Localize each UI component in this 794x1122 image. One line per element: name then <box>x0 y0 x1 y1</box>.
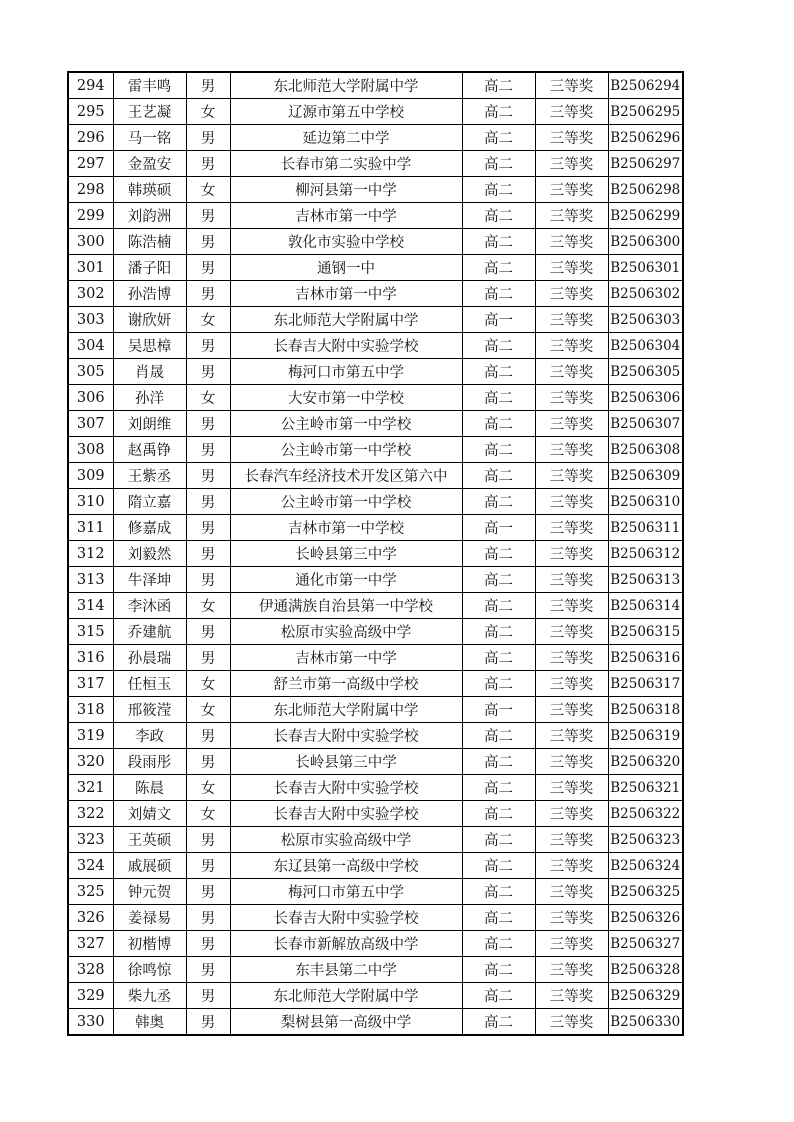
gender-cell: 男 <box>186 255 230 281</box>
school-cell: 梅河口市第五中学 <box>230 879 462 905</box>
certificate-number-cell: B2506323 <box>608 827 683 853</box>
school-cell: 舒兰市第一高级中学校 <box>230 671 462 697</box>
grade-cell: 高二 <box>462 229 535 255</box>
grade-cell: 高二 <box>462 567 535 593</box>
certificate-number-cell: B2506306 <box>608 385 683 411</box>
school-cell: 伊通满族自治县第一中学校 <box>230 593 462 619</box>
award-level-cell: 三等奖 <box>535 697 608 723</box>
award-level-cell: 三等奖 <box>535 203 608 229</box>
certificate-number-cell: B2506297 <box>608 151 683 177</box>
certificate-number-cell: B2506311 <box>608 515 683 541</box>
certificate-number-cell: B2506327 <box>608 931 683 957</box>
certificate-number-cell: B2506299 <box>608 203 683 229</box>
school-cell: 吉林市第一中学 <box>230 645 462 671</box>
grade-cell: 高二 <box>462 905 535 931</box>
grade-cell: 高二 <box>462 827 535 853</box>
certificate-number-cell: B2506308 <box>608 437 683 463</box>
row-number-cell: 301 <box>68 255 113 281</box>
student-name-cell: 肖晟 <box>113 359 186 385</box>
student-name-cell: 钟元贺 <box>113 879 186 905</box>
student-name-cell: 潘子阳 <box>113 255 186 281</box>
grade-cell: 高二 <box>462 749 535 775</box>
student-name-cell: 赵禹铮 <box>113 437 186 463</box>
row-number-cell: 295 <box>68 99 113 125</box>
award-level-cell: 三等奖 <box>535 957 608 983</box>
gender-cell: 男 <box>186 411 230 437</box>
table-row <box>68 567 683 593</box>
award-level-cell: 三等奖 <box>535 723 608 749</box>
gender-cell: 男 <box>186 151 230 177</box>
table-row <box>68 411 683 437</box>
table-row <box>68 853 683 879</box>
gender-cell: 男 <box>186 489 230 515</box>
certificate-number-cell: B2506298 <box>608 177 683 203</box>
student-name-cell: 马一铭 <box>113 125 186 151</box>
student-name-cell: 陈晨 <box>113 775 186 801</box>
school-cell: 东北师范大学附属中学 <box>230 307 462 333</box>
row-number-cell: 320 <box>68 749 113 775</box>
grade-cell: 高二 <box>462 333 535 359</box>
school-cell: 长春吉大附中实验学校 <box>230 801 462 827</box>
row-number-cell: 317 <box>68 671 113 697</box>
grade-cell: 高二 <box>462 723 535 749</box>
certificate-number-cell: B2506314 <box>608 593 683 619</box>
row-number-cell: 327 <box>68 931 113 957</box>
school-cell: 长岭县第三中学 <box>230 749 462 775</box>
school-cell: 长春市第二实验中学 <box>230 151 462 177</box>
gender-cell: 女 <box>186 593 230 619</box>
gender-cell: 女 <box>186 671 230 697</box>
row-number-cell: 324 <box>68 853 113 879</box>
gender-cell: 男 <box>186 619 230 645</box>
student-name-cell: 谢欣妍 <box>113 307 186 333</box>
row-number-cell: 311 <box>68 515 113 541</box>
grade-cell: 高二 <box>462 489 535 515</box>
gender-cell: 男 <box>186 541 230 567</box>
school-cell: 吉林市第一中学 <box>230 203 462 229</box>
row-number-cell: 326 <box>68 905 113 931</box>
award-level-cell: 三等奖 <box>535 879 608 905</box>
certificate-number-cell: B2506325 <box>608 879 683 905</box>
school-cell: 东北师范大学附属中学 <box>230 72 462 99</box>
school-cell: 东辽县第一高级中学校 <box>230 853 462 879</box>
student-name-cell: 金盈安 <box>113 151 186 177</box>
award-level-cell: 三等奖 <box>535 619 608 645</box>
table-row <box>68 125 683 151</box>
grade-cell: 高一 <box>462 307 535 333</box>
student-name-cell: 乔建航 <box>113 619 186 645</box>
certificate-number-cell: B2506305 <box>608 359 683 385</box>
student-name-cell: 王英硕 <box>113 827 186 853</box>
student-name-cell: 初楷博 <box>113 931 186 957</box>
certificate-number-cell: B2506317 <box>608 671 683 697</box>
certificate-number-cell: B2506294 <box>608 72 683 99</box>
gender-cell: 男 <box>186 879 230 905</box>
school-cell: 敦化市实验中学校 <box>230 229 462 255</box>
gender-cell: 男 <box>186 827 230 853</box>
row-number-cell: 315 <box>68 619 113 645</box>
award-level-cell: 三等奖 <box>535 125 608 151</box>
row-number-cell: 322 <box>68 801 113 827</box>
table-row <box>68 541 683 567</box>
gender-cell: 男 <box>186 567 230 593</box>
gender-cell: 男 <box>186 333 230 359</box>
award-level-cell: 三等奖 <box>535 411 608 437</box>
grade-cell: 高二 <box>462 463 535 489</box>
student-name-cell: 孙晨瑞 <box>113 645 186 671</box>
gender-cell: 男 <box>186 1009 230 1036</box>
school-cell: 长春吉大附中实验学校 <box>230 723 462 749</box>
award-level-cell: 三等奖 <box>535 385 608 411</box>
certificate-number-cell: B2506328 <box>608 957 683 983</box>
award-level-cell: 三等奖 <box>535 307 608 333</box>
certificate-number-cell: B2506295 <box>608 99 683 125</box>
certificate-number-cell: B2506329 <box>608 983 683 1009</box>
student-name-cell: 柴九丞 <box>113 983 186 1009</box>
row-number-cell: 309 <box>68 463 113 489</box>
grade-cell: 高二 <box>462 281 535 307</box>
school-cell: 梅河口市第五中学 <box>230 359 462 385</box>
award-level-cell: 三等奖 <box>535 801 608 827</box>
grade-cell: 高二 <box>462 593 535 619</box>
school-cell: 公主岭市第一中学校 <box>230 411 462 437</box>
student-name-cell: 刘毅然 <box>113 541 186 567</box>
certificate-number-cell: B2506303 <box>608 307 683 333</box>
row-number-cell: 323 <box>68 827 113 853</box>
gender-cell: 男 <box>186 229 230 255</box>
school-cell: 松原市实验高级中学 <box>230 827 462 853</box>
school-cell: 长春市新解放高级中学 <box>230 931 462 957</box>
table-row <box>68 489 683 515</box>
award-level-cell: 三等奖 <box>535 671 608 697</box>
table-row <box>68 281 683 307</box>
table-row <box>68 385 683 411</box>
school-cell: 大安市第一中学校 <box>230 385 462 411</box>
table-row <box>68 1009 683 1036</box>
table-row <box>68 905 683 931</box>
row-number-cell: 312 <box>68 541 113 567</box>
row-number-cell: 328 <box>68 957 113 983</box>
award-level-cell: 三等奖 <box>535 853 608 879</box>
gender-cell: 男 <box>186 931 230 957</box>
gender-cell: 男 <box>186 125 230 151</box>
grade-cell: 高二 <box>462 645 535 671</box>
award-level-cell: 三等奖 <box>535 489 608 515</box>
table-row <box>68 359 683 385</box>
row-number-cell: 307 <box>68 411 113 437</box>
school-cell: 长岭县第三中学 <box>230 541 462 567</box>
grade-cell: 高二 <box>462 255 535 281</box>
grade-cell: 高二 <box>462 671 535 697</box>
row-number-cell: 319 <box>68 723 113 749</box>
table-row <box>68 645 683 671</box>
certificate-number-cell: B2506320 <box>608 749 683 775</box>
certificate-number-cell: B2506330 <box>608 1009 683 1036</box>
student-name-cell: 刘婧文 <box>113 801 186 827</box>
award-level-cell: 三等奖 <box>535 437 608 463</box>
certificate-number-cell: B2506326 <box>608 905 683 931</box>
grade-cell: 高二 <box>462 151 535 177</box>
grade-cell: 高二 <box>462 72 535 99</box>
certificate-number-cell: B2506322 <box>608 801 683 827</box>
row-number-cell: 300 <box>68 229 113 255</box>
school-cell: 东丰县第二中学 <box>230 957 462 983</box>
school-cell: 长春吉大附中实验学校 <box>230 775 462 801</box>
student-name-cell: 韩瑛硕 <box>113 177 186 203</box>
award-level-cell: 三等奖 <box>535 255 608 281</box>
gender-cell: 女 <box>186 385 230 411</box>
table-row <box>68 671 683 697</box>
award-level-cell: 三等奖 <box>535 775 608 801</box>
certificate-number-cell: B2506300 <box>608 229 683 255</box>
awards-table-body <box>68 72 683 1035</box>
table-row <box>68 463 683 489</box>
gender-cell: 男 <box>186 515 230 541</box>
certificate-number-cell: B2506304 <box>608 333 683 359</box>
table-row <box>68 593 683 619</box>
grade-cell: 高二 <box>462 125 535 151</box>
grade-cell: 高二 <box>462 853 535 879</box>
grade-cell: 高二 <box>462 619 535 645</box>
grade-cell: 高二 <box>462 177 535 203</box>
row-number-cell: 321 <box>68 775 113 801</box>
gender-cell: 女 <box>186 99 230 125</box>
student-name-cell: 雷丰鸣 <box>113 72 186 99</box>
gender-cell: 男 <box>186 281 230 307</box>
school-cell: 梨树县第一高级中学 <box>230 1009 462 1036</box>
school-cell: 长春吉大附中实验学校 <box>230 905 462 931</box>
award-level-cell: 三等奖 <box>535 177 608 203</box>
certificate-number-cell: B2506301 <box>608 255 683 281</box>
gender-cell: 男 <box>186 463 230 489</box>
school-cell: 松原市实验高级中学 <box>230 619 462 645</box>
student-name-cell: 姜禄易 <box>113 905 186 931</box>
row-number-cell: 297 <box>68 151 113 177</box>
certificate-number-cell: B2506319 <box>608 723 683 749</box>
award-level-cell: 三等奖 <box>535 333 608 359</box>
grade-cell: 高二 <box>462 359 535 385</box>
certificate-number-cell: B2506324 <box>608 853 683 879</box>
award-level-cell: 三等奖 <box>535 645 608 671</box>
award-level-cell: 三等奖 <box>535 983 608 1009</box>
student-name-cell: 段雨彤 <box>113 749 186 775</box>
gender-cell: 男 <box>186 983 230 1009</box>
school-cell: 延边第二中学 <box>230 125 462 151</box>
student-name-cell: 李政 <box>113 723 186 749</box>
row-number-cell: 313 <box>68 567 113 593</box>
table-row <box>68 619 683 645</box>
student-name-cell: 王艺凝 <box>113 99 186 125</box>
school-cell: 长春吉大附中实验学校 <box>230 333 462 359</box>
table-row <box>68 255 683 281</box>
school-cell: 东北师范大学附属中学 <box>230 983 462 1009</box>
table-row <box>68 931 683 957</box>
grade-cell: 高二 <box>462 879 535 905</box>
grade-cell: 高二 <box>462 931 535 957</box>
grade-cell: 高二 <box>462 99 535 125</box>
grade-cell: 高二 <box>462 983 535 1009</box>
gender-cell: 男 <box>186 853 230 879</box>
school-cell: 长春汽车经济技术开发区第六中 <box>230 463 462 489</box>
student-name-cell: 吴思樟 <box>113 333 186 359</box>
certificate-number-cell: B2506310 <box>608 489 683 515</box>
awards-table <box>67 71 684 1036</box>
gender-cell: 女 <box>186 177 230 203</box>
certificate-number-cell: B2506312 <box>608 541 683 567</box>
row-number-cell: 303 <box>68 307 113 333</box>
gender-cell: 男 <box>186 957 230 983</box>
gender-cell: 女 <box>186 307 230 333</box>
student-name-cell: 戚展硕 <box>113 853 186 879</box>
student-name-cell: 徐鸣惊 <box>113 957 186 983</box>
certificate-number-cell: B2506315 <box>608 619 683 645</box>
student-name-cell: 隋立嘉 <box>113 489 186 515</box>
gender-cell: 女 <box>186 697 230 723</box>
row-number-cell: 294 <box>68 72 113 99</box>
school-cell: 公主岭市第一中学校 <box>230 437 462 463</box>
student-name-cell: 孙洋 <box>113 385 186 411</box>
table-row <box>68 151 683 177</box>
gender-cell: 男 <box>186 905 230 931</box>
school-cell: 吉林市第一中学校 <box>230 515 462 541</box>
certificate-number-cell: B2506309 <box>608 463 683 489</box>
award-level-cell: 三等奖 <box>535 1009 608 1036</box>
award-level-cell: 三等奖 <box>535 905 608 931</box>
grade-cell: 高二 <box>462 385 535 411</box>
row-number-cell: 310 <box>68 489 113 515</box>
table-row <box>68 72 683 99</box>
award-level-cell: 三等奖 <box>535 515 608 541</box>
gender-cell: 男 <box>186 359 230 385</box>
row-number-cell: 318 <box>68 697 113 723</box>
award-level-cell: 三等奖 <box>535 749 608 775</box>
table-row <box>68 983 683 1009</box>
certificate-number-cell: B2506321 <box>608 775 683 801</box>
school-cell: 东北师范大学附属中学 <box>230 697 462 723</box>
school-cell: 辽源市第五中学校 <box>230 99 462 125</box>
award-level-cell: 三等奖 <box>535 567 608 593</box>
award-level-cell: 三等奖 <box>535 72 608 99</box>
award-level-cell: 三等奖 <box>535 593 608 619</box>
row-number-cell: 308 <box>68 437 113 463</box>
award-level-cell: 三等奖 <box>535 827 608 853</box>
grade-cell: 高一 <box>462 515 535 541</box>
table-row <box>68 177 683 203</box>
row-number-cell: 305 <box>68 359 113 385</box>
row-number-cell: 330 <box>68 1009 113 1036</box>
student-name-cell: 修嘉成 <box>113 515 186 541</box>
table-row <box>68 827 683 853</box>
school-cell: 通钢一中 <box>230 255 462 281</box>
student-name-cell: 李沐函 <box>113 593 186 619</box>
table-row <box>68 229 683 255</box>
grade-cell: 高二 <box>462 775 535 801</box>
grade-cell: 高一 <box>462 697 535 723</box>
table-row <box>68 333 683 359</box>
certificate-number-cell: B2506307 <box>608 411 683 437</box>
award-level-cell: 三等奖 <box>535 281 608 307</box>
table-row <box>68 879 683 905</box>
table-row <box>68 203 683 229</box>
grade-cell: 高二 <box>462 801 535 827</box>
row-number-cell: 299 <box>68 203 113 229</box>
row-number-cell: 302 <box>68 281 113 307</box>
school-cell: 通化市第一中学 <box>230 567 462 593</box>
gender-cell: 男 <box>186 72 230 99</box>
table-row <box>68 749 683 775</box>
table-row <box>68 99 683 125</box>
gender-cell: 男 <box>186 437 230 463</box>
row-number-cell: 298 <box>68 177 113 203</box>
row-number-cell: 325 <box>68 879 113 905</box>
certificate-number-cell: B2506318 <box>608 697 683 723</box>
gender-cell: 男 <box>186 723 230 749</box>
student-name-cell: 王紫丞 <box>113 463 186 489</box>
grade-cell: 高二 <box>462 541 535 567</box>
grade-cell: 高二 <box>462 437 535 463</box>
row-number-cell: 316 <box>68 645 113 671</box>
student-name-cell: 刘韵洲 <box>113 203 186 229</box>
table-row <box>68 515 683 541</box>
grade-cell: 高二 <box>462 1009 535 1036</box>
gender-cell: 男 <box>186 645 230 671</box>
grade-cell: 高二 <box>462 957 535 983</box>
table-row <box>68 775 683 801</box>
award-level-cell: 三等奖 <box>535 359 608 385</box>
certificate-number-cell: B2506296 <box>608 125 683 151</box>
row-number-cell: 306 <box>68 385 113 411</box>
student-name-cell: 刘朗维 <box>113 411 186 437</box>
certificate-number-cell: B2506302 <box>608 281 683 307</box>
gender-cell: 女 <box>186 775 230 801</box>
table-row <box>68 307 683 333</box>
certificate-number-cell: B2506313 <box>608 567 683 593</box>
row-number-cell: 296 <box>68 125 113 151</box>
award-level-cell: 三等奖 <box>535 99 608 125</box>
award-level-cell: 三等奖 <box>535 463 608 489</box>
gender-cell: 男 <box>186 203 230 229</box>
school-cell: 柳河县第一中学 <box>230 177 462 203</box>
student-name-cell: 陈浩楠 <box>113 229 186 255</box>
table-row <box>68 437 683 463</box>
grade-cell: 高二 <box>462 203 535 229</box>
school-cell: 公主岭市第一中学校 <box>230 489 462 515</box>
gender-cell: 男 <box>186 749 230 775</box>
table-row <box>68 697 683 723</box>
row-number-cell: 329 <box>68 983 113 1009</box>
student-name-cell: 孙浩博 <box>113 281 186 307</box>
award-level-cell: 三等奖 <box>535 229 608 255</box>
row-number-cell: 314 <box>68 593 113 619</box>
table-row <box>68 723 683 749</box>
award-level-cell: 三等奖 <box>535 541 608 567</box>
award-level-cell: 三等奖 <box>535 931 608 957</box>
grade-cell: 高二 <box>462 411 535 437</box>
student-name-cell: 牛泽坤 <box>113 567 186 593</box>
gender-cell: 女 <box>186 801 230 827</box>
school-cell: 吉林市第一中学 <box>230 281 462 307</box>
table-row <box>68 801 683 827</box>
student-name-cell: 韩奥 <box>113 1009 186 1036</box>
certificate-number-cell: B2506316 <box>608 645 683 671</box>
student-name-cell: 任桓玉 <box>113 671 186 697</box>
student-name-cell: 邢筱滢 <box>113 697 186 723</box>
award-level-cell: 三等奖 <box>535 151 608 177</box>
row-number-cell: 304 <box>68 333 113 359</box>
table-row <box>68 957 683 983</box>
